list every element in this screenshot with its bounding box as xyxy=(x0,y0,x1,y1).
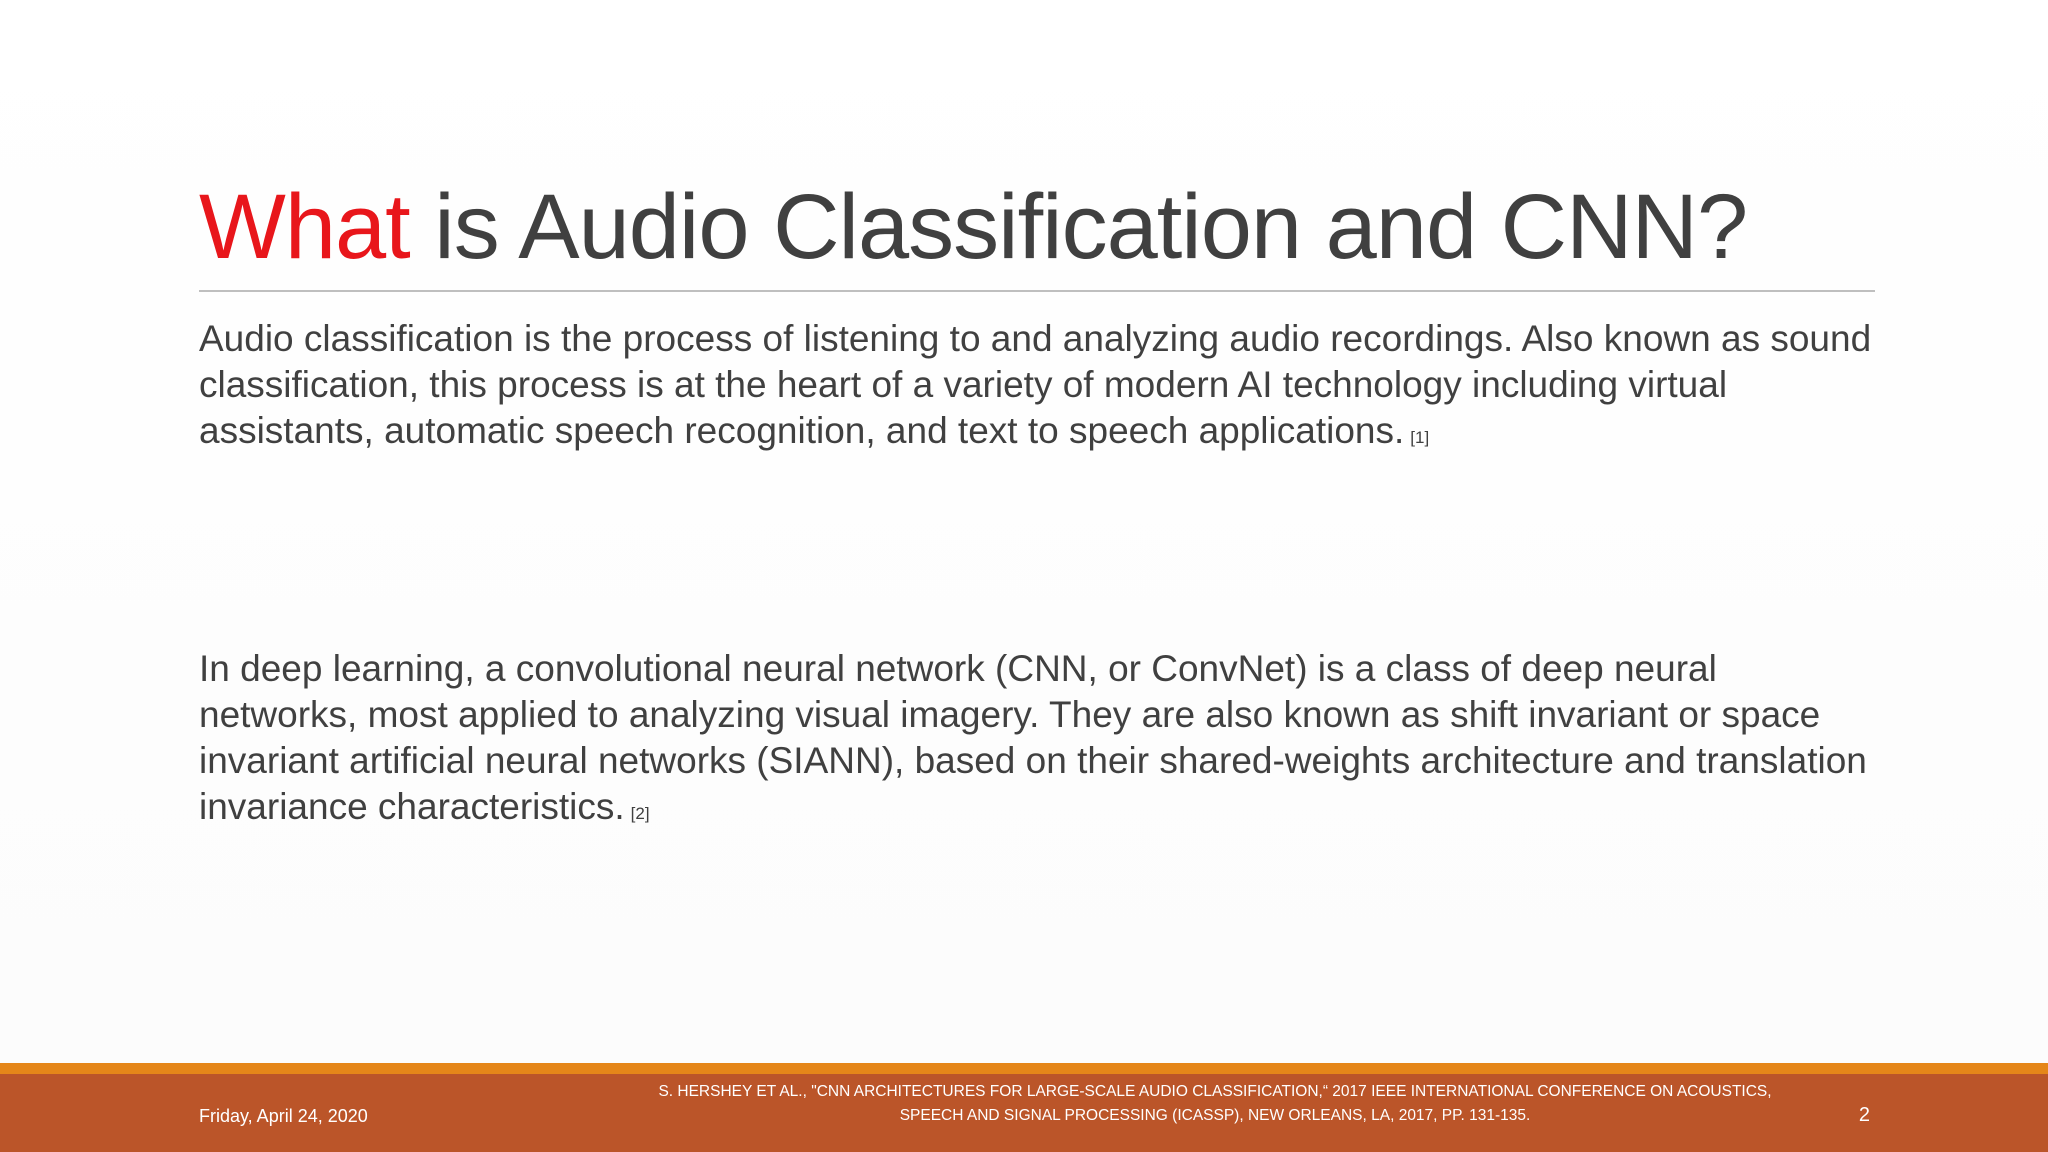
footer-accent-stripe xyxy=(0,1063,2048,1074)
paragraph-text: In deep learning, a convolutional neural network (CNN, or ConvNet) is a class of deep neural networks, most applied to analyzing visual imagery. They are also known as shift invariant or space invariant artificial neural networks (SIANN), based on their shared-weights architecture and translation invariance characteristics. xyxy=(199,648,1867,827)
citation-marker: [1] xyxy=(1410,428,1430,447)
slide-title-rest: is Audio Classification and CNN? xyxy=(409,176,1748,278)
title-divider xyxy=(199,290,1875,292)
paragraph-audio-classification xyxy=(199,316,1879,461)
footer-date: Friday, April 24, 2020 xyxy=(199,1106,368,1126)
page-number: 2 xyxy=(1858,1104,1870,1126)
footer-reference: S. HERSHEY ET AL., "CNN ARCHITECTURES FOR LARGE-SCALE AUDIO CLASSIFICATION,“ 2017 IEEE INTERNATIONAL CONFERENCE ON ACOUSTICS, SPEECH AND SIGNAL PROCESSING (ICASSP), NEW ORLEANS, LA, 2017, PP. 131-135. xyxy=(658,1083,1772,1124)
citation-marker: [2] xyxy=(630,804,650,823)
paragraph-text: Audio classification is the process of listening to and analyzing audio recordings. Also known as sound classification, this process is at the heart of a variety of modern AI technology including virtual assistants, automatic speech recognition, and text to speech applications. xyxy=(199,318,1872,451)
slide-title-accent: What xyxy=(199,176,410,278)
paragraph-cnn xyxy=(199,646,1879,837)
slide-title xyxy=(199,172,1747,282)
